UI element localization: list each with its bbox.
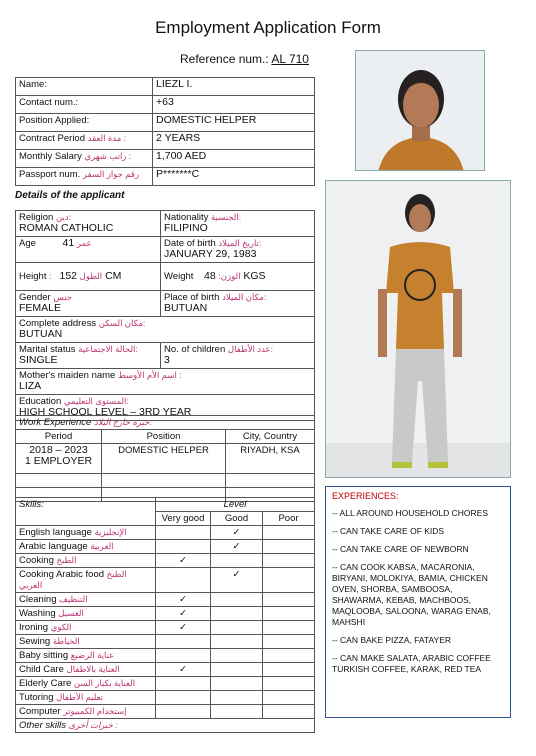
- portrait-photo: [355, 50, 485, 171]
- age-cell: Age عمر 41: [16, 237, 161, 263]
- skill-level-g-check: [211, 554, 263, 568]
- skill-label: Washing الغسيل: [16, 607, 156, 621]
- experience-item: -- CAN MAKE SALATA, ARABIC COFFEE TURKISH COFFEE, KARAK, RED TEA: [332, 653, 491, 674]
- marital-cell: Marital status الحالة الاجتماعية: SINGLE: [16, 343, 161, 369]
- skill-row: [16, 554, 315, 568]
- passport-value: P*******C: [153, 168, 315, 186]
- education-cell: Education المستوى التعليمي: HIGH SCHOOL LEVEL – 3RD YEAR: [16, 395, 315, 421]
- skill-label: Child Care العناية بالاطفال: [16, 663, 156, 677]
- work-header-position: Position: [102, 430, 226, 444]
- skills-table: [15, 497, 315, 733]
- skill-level-vg-check: [156, 691, 211, 705]
- skill-level-p-check: [263, 705, 315, 719]
- skill-label: Baby sitting عناية الرضيع: [16, 649, 156, 663]
- skill-label: Cooking الطبخ: [16, 554, 156, 568]
- summary-table: [15, 77, 315, 186]
- experience-item: -- CAN BAKE PIZZA, FATAYER: [332, 635, 452, 645]
- skill-row: [16, 621, 315, 635]
- work-header-period: Period: [16, 430, 102, 444]
- work-experience-table: [15, 415, 315, 502]
- experience-item: -- CAN TAKE CARE OF NEWBORN: [332, 544, 469, 554]
- skill-row: [16, 649, 315, 663]
- skill-label: Ironing الكوي: [16, 621, 156, 635]
- skill-row: [16, 677, 315, 691]
- skill-level-g-check: [211, 649, 263, 663]
- position-label: Position Applied:: [16, 114, 153, 132]
- experiences-box: [325, 486, 511, 718]
- skill-level-g-check: ✓: [211, 526, 263, 540]
- skills-level-header: Level: [156, 498, 315, 512]
- skill-level-p-check: [263, 540, 315, 554]
- skill-level-g-check: [211, 621, 263, 635]
- skill-label: Cooking Arabic food الطبخ العربي: [16, 568, 156, 593]
- skill-level-vg-check: [156, 677, 211, 691]
- skill-level-p-check: [263, 593, 315, 607]
- skill-label: Computer إستخدام الكمبيوتر: [16, 705, 156, 719]
- details-table: [15, 210, 315, 421]
- skill-level-p-check: [263, 663, 315, 677]
- skill-level-g-check: [211, 607, 263, 621]
- contact-value: +63: [153, 96, 315, 114]
- skill-level-p-check: [263, 554, 315, 568]
- skill-level-p-check: [263, 568, 315, 593]
- full-body-illustration: [326, 181, 511, 478]
- address-cell: Complete address مكان السكن: BUTUAN: [16, 317, 315, 343]
- skill-level-p-check: [263, 691, 315, 705]
- skill-level-p-check: [263, 649, 315, 663]
- col-poor: Poor: [263, 512, 315, 526]
- salary-value: 1,700 AED: [153, 150, 315, 168]
- position-value: DOMESTIC HELPER: [153, 114, 315, 132]
- experience-item: -- ALL AROUND HOUSEHOLD CHORES: [332, 508, 489, 518]
- contract-value: 2 YEARS: [153, 132, 315, 150]
- skill-level-p-check: [263, 526, 315, 540]
- skill-level-p-check: [263, 635, 315, 649]
- skill-label: English language الإنجليزية: [16, 526, 156, 540]
- skill-level-vg-check: ✓: [156, 607, 211, 621]
- skill-level-g-check: [211, 663, 263, 677]
- skill-row: [16, 691, 315, 705]
- skill-row: [16, 635, 315, 649]
- nationality-cell: Nationality الجنسية: FILIPINO: [161, 211, 315, 237]
- reference-number: Reference num.: AL 710: [180, 52, 309, 66]
- skill-level-g-check: ✓: [211, 568, 263, 593]
- skill-row: [16, 593, 315, 607]
- skill-row: [16, 568, 315, 593]
- contract-label: Contract Period مدة العقد :: [16, 132, 153, 150]
- skill-label: Tutoring تعليم الأطفال: [16, 691, 156, 705]
- gender-cell: Gender جنس FEMALE: [16, 291, 161, 317]
- experience-item: -- CAN COOK KABSA, MACARONIA, BIRYANI, MOLOKIYA, BAMIA, CHICKEN OVEN, SHORBA, SAMBOOSA, SHAWARMA, KEBAB, MACHBOOS, MAQLOOBA, SALOONA, WARAG ENAB, MAHSHI: [332, 562, 491, 627]
- height-cell: Height :الطول 152 CM: [16, 263, 161, 291]
- reference-value: AL 710: [271, 52, 309, 66]
- other-skills: Other skills خبرات أخرى :: [16, 719, 315, 733]
- skill-level-g-check: [211, 593, 263, 607]
- skill-label: Arabic language العربية: [16, 540, 156, 554]
- passport-label: Passport num. رقم جواز السفر: [16, 168, 153, 186]
- col-very-good: Very good: [156, 512, 211, 526]
- work-period: 2018 – 2023 1 EMPLOYER: [16, 444, 102, 474]
- skill-level-vg-check: [156, 568, 211, 593]
- skill-level-vg-check: [156, 705, 211, 719]
- skill-level-g-check: [211, 635, 263, 649]
- skill-level-vg-check: ✓: [156, 593, 211, 607]
- skill-level-vg-check: [156, 540, 211, 554]
- skill-label: Cleaning التنظيف: [16, 593, 156, 607]
- skill-level-p-check: [263, 621, 315, 635]
- skill-row: [16, 705, 315, 719]
- skill-level-g-check: ✓: [211, 540, 263, 554]
- salary-label: Monthly Salary راتب شهري :: [16, 150, 153, 168]
- skills-title: Skills:: [16, 498, 156, 526]
- weight-cell: Weight الوزن: 48 KGS: [161, 263, 315, 291]
- religion-cell: Religion دين: ROMAN CATHOLIC: [16, 211, 161, 237]
- name-value: LIEZL I.: [153, 78, 315, 96]
- dob-cell: Date of birth تاريخ الميلاد: JANUARY 29, 1983: [161, 237, 315, 263]
- mother-cell: Mother's maiden name اسم الأم الأوسط : LIZA: [16, 369, 315, 395]
- skill-row: [16, 607, 315, 621]
- name-label: Name:: [16, 78, 153, 96]
- details-heading: Details of the applicant: [15, 190, 125, 201]
- pob-cell: Place of birth مكان الميلاد: BUTUAN: [161, 291, 315, 317]
- skill-level-g-check: [211, 691, 263, 705]
- children-cell: No. of children عدد الأطفال: 3: [161, 343, 315, 369]
- skill-level-vg-check: ✓: [156, 663, 211, 677]
- skill-level-p-check: [263, 607, 315, 621]
- full-body-photo: [325, 180, 511, 478]
- experiences-title: EXPERIENCES:: [332, 491, 399, 501]
- skill-level-g-check: [211, 705, 263, 719]
- skill-level-vg-check: [156, 649, 211, 663]
- skill-row: [16, 526, 315, 540]
- contact-label: Contact num.:: [16, 96, 153, 114]
- experience-item: -- CAN TAKE CARE OF KIDS: [332, 526, 445, 536]
- portrait-illustration: [356, 51, 485, 171]
- form-title: Employment Application Form: [155, 18, 381, 37]
- skill-level-vg-check: ✓: [156, 621, 211, 635]
- skill-level-g-check: [211, 677, 263, 691]
- work-city: RIYADH, KSA: [226, 444, 315, 474]
- skill-label: Elderly Care العناية بكبار السن: [16, 677, 156, 691]
- skill-label: Sewing الخياطة: [16, 635, 156, 649]
- work-position: DOMESTIC HELPER: [102, 444, 226, 474]
- skill-level-vg-check: [156, 526, 211, 540]
- work-header-city: City, Country: [226, 430, 315, 444]
- col-good: Good: [211, 512, 263, 526]
- skill-level-vg-check: [156, 635, 211, 649]
- skill-row: [16, 663, 315, 677]
- skill-level-p-check: [263, 677, 315, 691]
- skill-row: [16, 540, 315, 554]
- work-title: Work Experience خبرة خارج البلاد:: [16, 416, 315, 430]
- skill-level-vg-check: ✓: [156, 554, 211, 568]
